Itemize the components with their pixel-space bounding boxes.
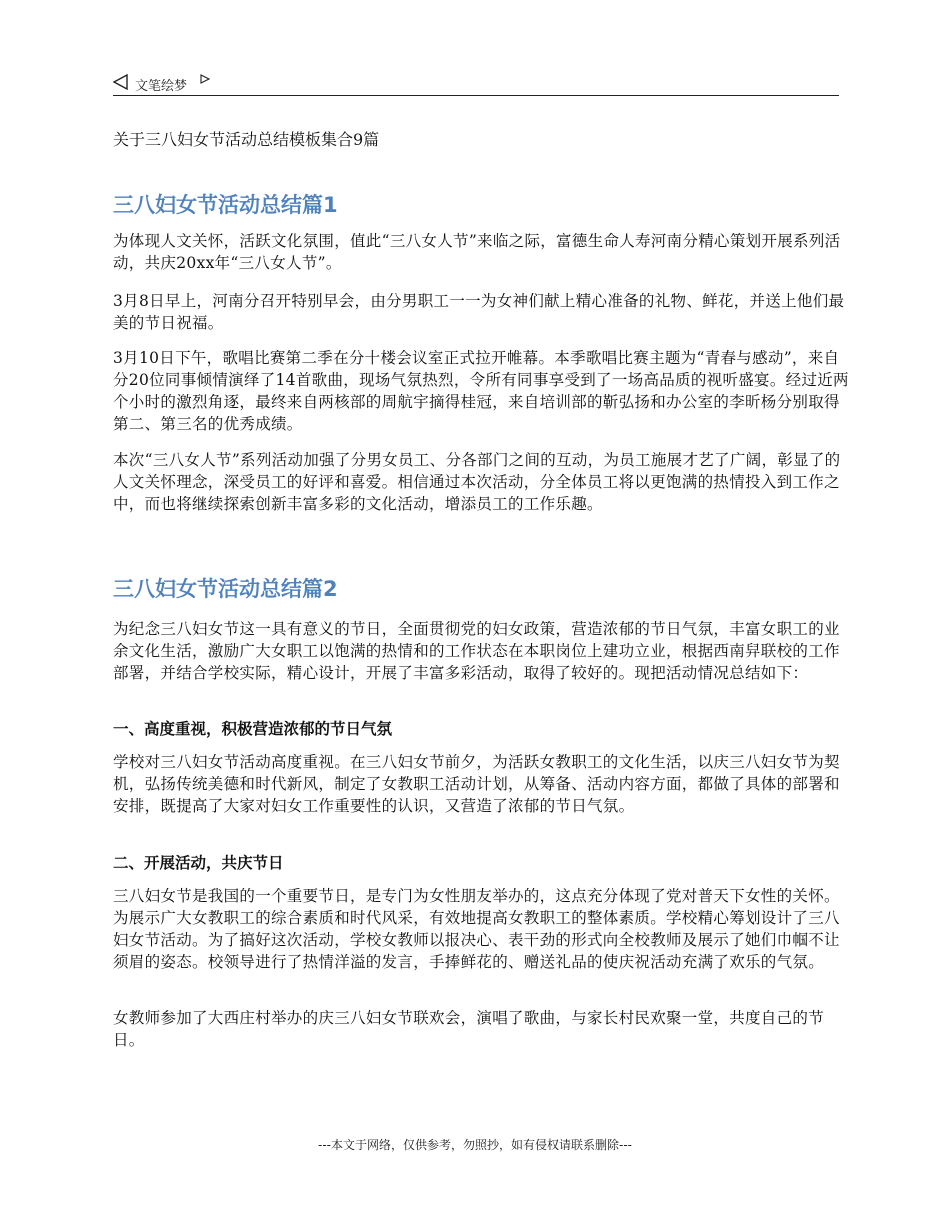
paragraph: 3月10日下午，歌唱比赛第二季在分十楼会议室正式拉开帷幕。本季歌唱比赛主题为“青春与感动”，来自分20位同事倾情演绎了14首歌曲，现场气氛热烈，令所有同事享受到了一场高品质的视听盛宴。经过近两个小时的激烈角逐，最终来自两核部的周航宇摘得桂冠，来自培训部的靳弘扬和办公室的李昕杨分别取得第二、第三名的优秀成绩。 — [113, 349, 849, 433]
paragraph: 女教师参加了大西庄村举办的庆三八妇女节联欢会，演唱了歌曲，与家长村民欢聚一堂，共度自己的节日。 — [113, 1009, 825, 1049]
triangle-right-icon — [200, 74, 210, 84]
paragraph: 本次“三八女人节”系列活动加强了分男女员工、分各部门之间的互动，为员工施展才艺了广阔，彰显了的人文关怀理念，深受员工的好评和喜爱。相信通过本次活动，分全体员工将以更饱满的热情投入到工作之中，而也将继续探索创新丰富多彩的文化活动，增添员工的工作乐趣。 — [113, 451, 841, 513]
subheading: 二、开展活动，共庆节日 — [113, 854, 284, 872]
brand-name: 文笔绘梦 — [135, 79, 188, 94]
paragraph: 学校对三八妇女节活动高度重视。在三八妇女节前夕，为活跃女教职工的文化生活，以庆三八妇女节为契机，弘扬传统美德和时代新风，制定了女教职工活动计划，从筹备、活动内容方面，都做了具体的部署和安排，既提高了大家对妇女工作重要性的认识，又营造了浓郁的节日气氛。 — [113, 753, 840, 815]
triangle-left-icon — [113, 74, 129, 90]
footer-disclaimer: ---本文于网络，仅供参考，勿照抄，如有侵权请联系删除--- — [318, 1138, 632, 1152]
subheading: 一、高度重视，积极营造浓郁的节日气氛 — [113, 720, 393, 738]
document-title: 关于三八妇女节活动总结模板集合9篇 — [113, 130, 380, 149]
section-heading-1: 三八妇女节活动总结篇1 — [113, 193, 338, 217]
page-header — [113, 68, 839, 96]
paragraph: 3月8日早上，河南分召开特别早会，由分男职工一一为女神们献上精心准备的礼物、鲜花，并送上他们最美的节日祝福。 — [113, 292, 845, 332]
paragraph: 三八妇女节是我国的一个重要节日，是专门为女性朋友举办的，这点充分体现了党对普天下女性的关怀。为展示广大女教职工的综合素质和时代风采，有效地提高女教职工的整体素质。学校精心筹划设计了三八妇女节活动。为了搞好这次活动，学校女教师以报决心、表干劲的形式向全校教师及展示了她们巾帼不让须眉的姿态。校领导进行了热情洋溢的发言，手捧鲜花的、赠送礼品的使庆祝活动充满了欢乐的气氛。 — [113, 887, 840, 971]
paragraph: 为体现人文关怀，活跃文化氛围，值此“三八女人节”来临之际，富德生命人寿河南分精心策划开展系列活动，共庆20xx年“三八女人节”。 — [113, 232, 841, 272]
section-heading-2: 三八妇女节活动总结篇2 — [113, 577, 338, 601]
paragraph: 为纪念三八妇女节这一具有意义的节日，全面贯彻党的妇女政策，营造浓郁的节日气氛，丰富女职工的业余文化生活，激励广大女职工以饱满的热情和的工作状态在本职岗位上建功立业，根据西南舁联校的工作部署，并结合学校实际，精心设计，开展了丰富多彩活动，取得了较好的。现把活动情况总结如下： — [113, 620, 840, 682]
